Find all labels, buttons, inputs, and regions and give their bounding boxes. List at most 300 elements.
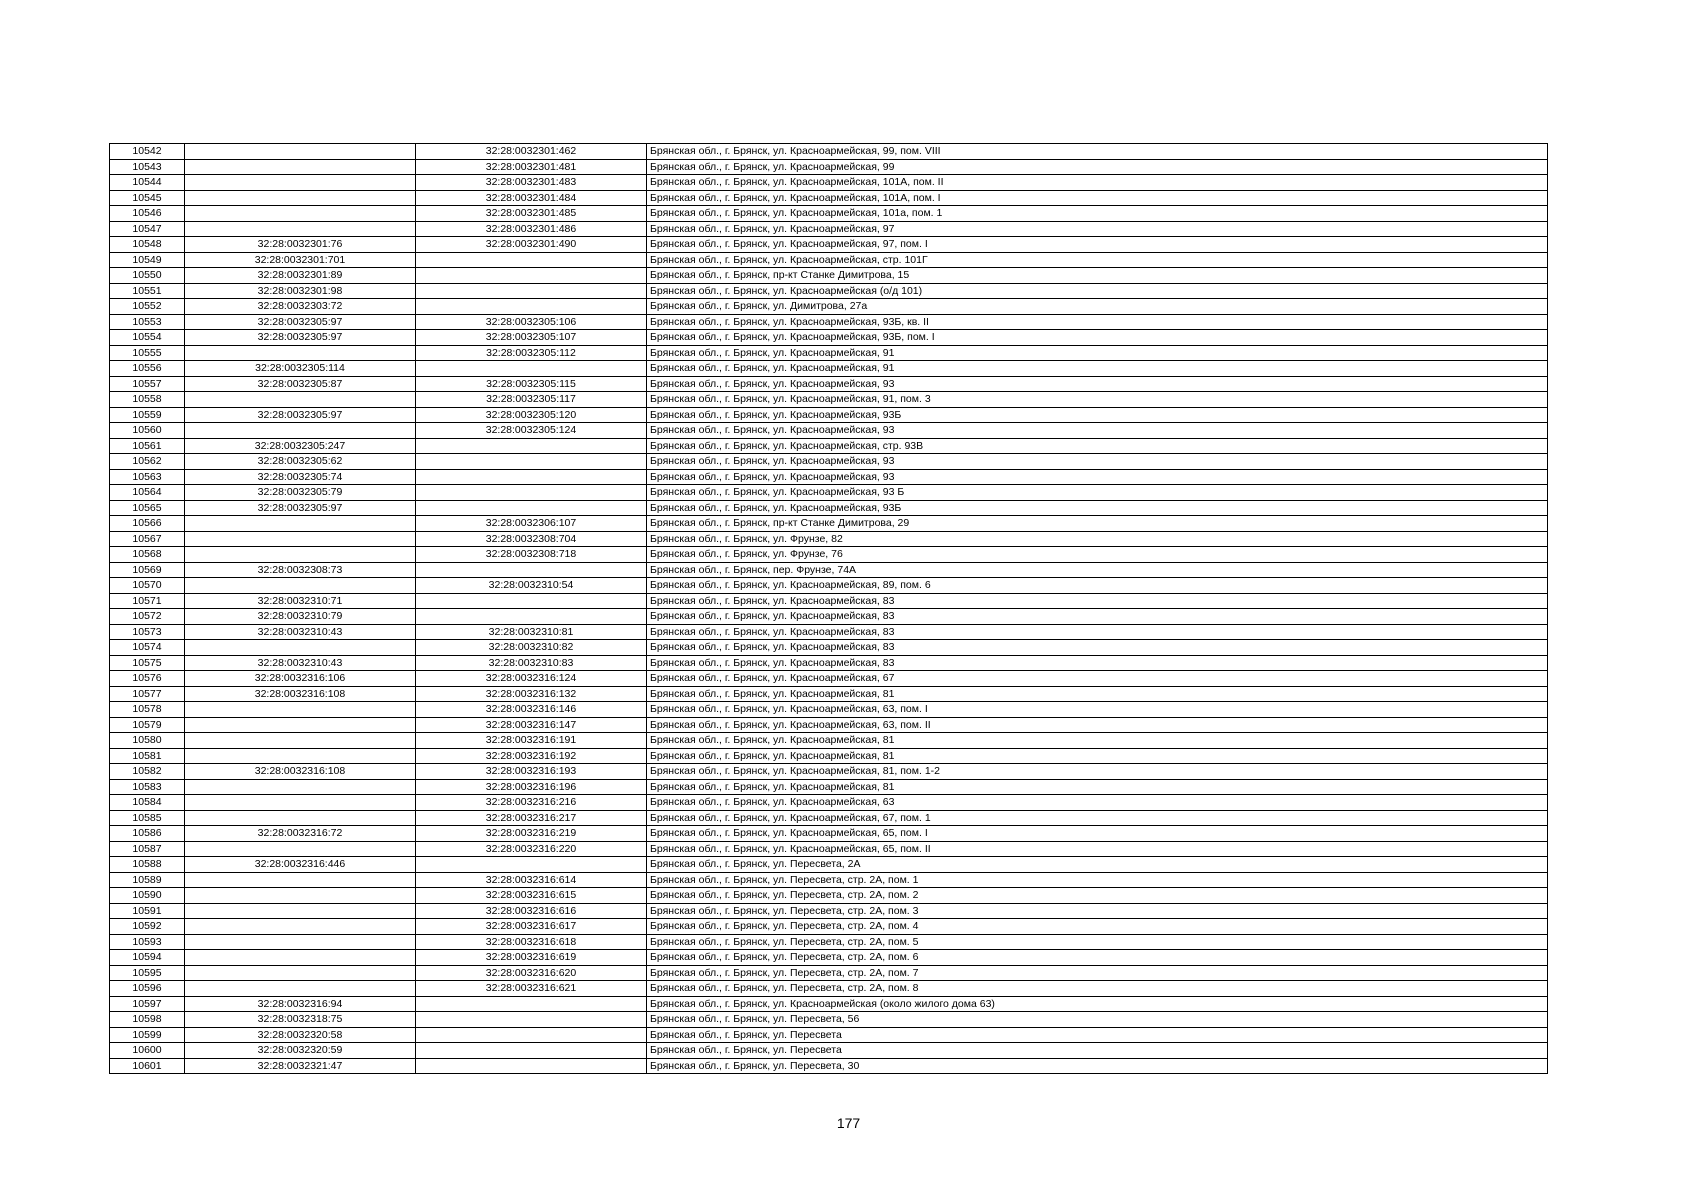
- table-row: [110, 144, 1548, 160]
- cell-parent-cadastral-number: [185, 144, 416, 160]
- cell-address: Брянская обл., г. Брянск, ул. Красноармейская (около жилого дома 63): [647, 996, 1548, 1012]
- cell-address: Брянская обл., г. Брянск, ул. Красноармейская, 93: [647, 469, 1548, 485]
- cell-record-number: 10550: [110, 268, 185, 284]
- cell-record-number: 10585: [110, 810, 185, 826]
- table-row: [110, 655, 1548, 671]
- cell-record-number: 10563: [110, 469, 185, 485]
- table-row: [110, 1058, 1548, 1074]
- cell-cadastral-number: 32:28:0032316:146: [416, 702, 647, 718]
- records-table: [109, 143, 1548, 1074]
- cell-parent-cadastral-number: [185, 531, 416, 547]
- cell-address: Брянская обл., г. Брянск, ул. Красноармейская, стр. 101Г: [647, 252, 1548, 268]
- cell-record-number: 10569: [110, 562, 185, 578]
- cell-cadastral-number: [416, 593, 647, 609]
- table-row: [110, 717, 1548, 733]
- cell-cadastral-number: 32:28:0032316:216: [416, 795, 647, 811]
- cell-record-number: 10542: [110, 144, 185, 160]
- cell-record-number: 10567: [110, 531, 185, 547]
- cell-record-number: 10574: [110, 640, 185, 656]
- cell-record-number: 10575: [110, 655, 185, 671]
- cell-record-number: 10548: [110, 237, 185, 253]
- table-row: [110, 671, 1548, 687]
- cell-address: Брянская обл., г. Брянск, ул. Пересвета, стр. 2А, пом. 2: [647, 888, 1548, 904]
- cell-cadastral-number: 32:28:0032316:219: [416, 826, 647, 842]
- cell-cadastral-number: [416, 1027, 647, 1043]
- table-row: [110, 702, 1548, 718]
- cell-address: Брянская обл., г. Брянск, ул. Красноармейская, 101а, пом. 1: [647, 206, 1548, 222]
- cell-cadastral-number: 32:28:0032310:83: [416, 655, 647, 671]
- table-row: [110, 252, 1548, 268]
- cell-parent-cadastral-number: 32:28:0032308:73: [185, 562, 416, 578]
- table-row: [110, 981, 1548, 997]
- table-row: [110, 748, 1548, 764]
- cell-address: Брянская обл., г. Брянск, ул. Красноармейская, 93Б, кв. II: [647, 314, 1548, 330]
- cell-record-number: 10598: [110, 1012, 185, 1028]
- cell-parent-cadastral-number: 32:28:0032301:701: [185, 252, 416, 268]
- cell-parent-cadastral-number: [185, 748, 416, 764]
- cell-parent-cadastral-number: 32:28:0032305:74: [185, 469, 416, 485]
- table-row: [110, 392, 1548, 408]
- cell-parent-cadastral-number: 32:28:0032305:97: [185, 330, 416, 346]
- cell-cadastral-number: 32:28:0032305:112: [416, 345, 647, 361]
- cell-record-number: 10576: [110, 671, 185, 687]
- table-row: [110, 500, 1548, 516]
- cell-cadastral-number: 32:28:0032316:614: [416, 872, 647, 888]
- cell-record-number: 10577: [110, 686, 185, 702]
- table-row: [110, 547, 1548, 563]
- cell-address: Брянская обл., г. Брянск, ул. Красноармейская, 101А, пом. II: [647, 175, 1548, 191]
- cell-cadastral-number: [416, 299, 647, 315]
- cell-cadastral-number: 32:28:0032316:616: [416, 903, 647, 919]
- cell-address: Брянская обл., г. Брянск, ул. Красноармейская, 99, пом. VIII: [647, 144, 1548, 160]
- cell-record-number: 10580: [110, 733, 185, 749]
- table-row: [110, 872, 1548, 888]
- cell-address: Брянская обл., г. Брянск, ул. Красноармейская, 91: [647, 345, 1548, 361]
- cell-record-number: 10547: [110, 221, 185, 237]
- cell-cadastral-number: 32:28:0032316:617: [416, 919, 647, 935]
- cell-record-number: 10592: [110, 919, 185, 935]
- cell-cadastral-number: [416, 268, 647, 284]
- cell-parent-cadastral-number: [185, 810, 416, 826]
- table-row: [110, 578, 1548, 594]
- cell-record-number: 10557: [110, 376, 185, 392]
- cell-cadastral-number: 32:28:0032316:621: [416, 981, 647, 997]
- table-row: [110, 965, 1548, 981]
- cell-parent-cadastral-number: [185, 516, 416, 532]
- cell-cadastral-number: 32:28:0032301:484: [416, 190, 647, 206]
- cell-record-number: 10568: [110, 547, 185, 563]
- cell-address: Брянская обл., г. Брянск, ул. Красноармейская, 93Б: [647, 500, 1548, 516]
- cell-address: Брянская обл., г. Брянск, ул. Красноармейская, 63, пом. I: [647, 702, 1548, 718]
- cell-cadastral-number: [416, 252, 647, 268]
- cell-record-number: 10600: [110, 1043, 185, 1059]
- cell-address: Брянская обл., г. Брянск, ул. Красноармейская, 93 Б: [647, 485, 1548, 501]
- table-row: [110, 361, 1548, 377]
- cell-address: Брянская обл., г. Брянск, ул. Пересвета, 2А: [647, 857, 1548, 873]
- table-row: [110, 609, 1548, 625]
- cell-cadastral-number: 32:28:0032316:220: [416, 841, 647, 857]
- cell-record-number: 10591: [110, 903, 185, 919]
- table-row: [110, 593, 1548, 609]
- cell-record-number: 10587: [110, 841, 185, 857]
- cell-address: Брянская обл., г. Брянск, ул. Красноармейская, 93: [647, 423, 1548, 439]
- cell-parent-cadastral-number: [185, 392, 416, 408]
- table-row: [110, 454, 1548, 470]
- table-row: [110, 950, 1548, 966]
- cell-parent-cadastral-number: 32:28:0032301:89: [185, 268, 416, 284]
- cell-cadastral-number: [416, 996, 647, 1012]
- cell-cadastral-number: [416, 562, 647, 578]
- cell-address: Брянская обл., г. Брянск, ул. Красноармейская, 83: [647, 609, 1548, 625]
- cell-parent-cadastral-number: [185, 702, 416, 718]
- table-row: [110, 795, 1548, 811]
- cell-parent-cadastral-number: [185, 221, 416, 237]
- cell-cadastral-number: [416, 1012, 647, 1028]
- cell-record-number: 10559: [110, 407, 185, 423]
- cell-cadastral-number: [416, 469, 647, 485]
- cell-cadastral-number: 32:28:0032305:107: [416, 330, 647, 346]
- records-table-body: [110, 144, 1548, 1074]
- cell-address: Брянская обл., г. Брянск, ул. Пересвета, стр. 2А, пом. 5: [647, 934, 1548, 950]
- cell-record-number: 10579: [110, 717, 185, 733]
- cell-address: Брянская обл., г. Брянск, ул. Красноармейская, 83: [647, 655, 1548, 671]
- cell-cadastral-number: 32:28:0032305:124: [416, 423, 647, 439]
- cell-parent-cadastral-number: 32:28:0032305:79: [185, 485, 416, 501]
- cell-record-number: 10562: [110, 454, 185, 470]
- cell-record-number: 10583: [110, 779, 185, 795]
- cell-cadastral-number: 32:28:0032316:132: [416, 686, 647, 702]
- cell-address: Брянская обл., г. Брянск, ул. Красноармейская, 83: [647, 624, 1548, 640]
- cell-record-number: 10544: [110, 175, 185, 191]
- table-row: [110, 268, 1548, 284]
- page-number: 177: [836, 1115, 861, 1131]
- cell-parent-cadastral-number: [185, 190, 416, 206]
- table-row: [110, 733, 1548, 749]
- table-row: [110, 919, 1548, 935]
- cell-parent-cadastral-number: 32:28:0032305:62: [185, 454, 416, 470]
- cell-parent-cadastral-number: 32:28:0032305:114: [185, 361, 416, 377]
- cell-address: Брянская обл., г. Брянск, ул. Красноармейская, 81: [647, 748, 1548, 764]
- cell-parent-cadastral-number: 32:28:0032316:108: [185, 764, 416, 780]
- cell-cadastral-number: 32:28:0032310:54: [416, 578, 647, 594]
- cell-address: Брянская обл., г. Брянск, ул. Красноармейская, 63: [647, 795, 1548, 811]
- table-row: [110, 841, 1548, 857]
- cell-address: Брянская обл., г. Брянск, ул. Пересвета, стр. 2А, пом. 4: [647, 919, 1548, 935]
- cell-cadastral-number: [416, 283, 647, 299]
- cell-record-number: 10543: [110, 159, 185, 175]
- cell-record-number: 10573: [110, 624, 185, 640]
- cell-address: Брянская обл., г. Брянск, ул. Пересвета, стр. 2А, пом. 3: [647, 903, 1548, 919]
- cell-parent-cadastral-number: [185, 872, 416, 888]
- cell-address: Брянская обл., г. Брянск, ул. Красноармейская, 91: [647, 361, 1548, 377]
- cell-cadastral-number: 32:28:0032305:117: [416, 392, 647, 408]
- cell-address: Брянская обл., г. Брянск, пер. Фрунзе, 74А: [647, 562, 1548, 578]
- table-row: [110, 934, 1548, 950]
- cell-parent-cadastral-number: 32:28:0032305:87: [185, 376, 416, 392]
- table-row: [110, 531, 1548, 547]
- cell-address: Брянская обл., г. Брянск, ул. Красноармейская, 97, пом. I: [647, 237, 1548, 253]
- cell-parent-cadastral-number: [185, 919, 416, 935]
- cell-parent-cadastral-number: 32:28:0032301:98: [185, 283, 416, 299]
- cell-parent-cadastral-number: 32:28:0032303:72: [185, 299, 416, 315]
- cell-cadastral-number: [416, 1043, 647, 1059]
- cell-parent-cadastral-number: 32:28:0032320:58: [185, 1027, 416, 1043]
- cell-cadastral-number: [416, 454, 647, 470]
- cell-address: Брянская обл., г. Брянск, ул. Красноармейская, 63, пом. II: [647, 717, 1548, 733]
- cell-record-number: 10584: [110, 795, 185, 811]
- cell-address: Брянская обл., г. Брянск, ул. Красноармейская, 91, пом. 3: [647, 392, 1548, 408]
- cell-address: Брянская обл., г. Брянск, ул. Красноармейская, 67: [647, 671, 1548, 687]
- cell-cadastral-number: 32:28:0032305:106: [416, 314, 647, 330]
- cell-parent-cadastral-number: 32:28:0032316:94: [185, 996, 416, 1012]
- cell-parent-cadastral-number: [185, 717, 416, 733]
- cell-cadastral-number: 32:28:0032301:481: [416, 159, 647, 175]
- cell-record-number: 10555: [110, 345, 185, 361]
- cell-cadastral-number: 32:28:0032316:217: [416, 810, 647, 826]
- cell-parent-cadastral-number: 32:28:0032316:108: [185, 686, 416, 702]
- cell-address: Брянская обл., г. Брянск, ул. Пересвета, стр. 2А, пом. 6: [647, 950, 1548, 966]
- cell-parent-cadastral-number: 32:28:0032310:43: [185, 624, 416, 640]
- cell-parent-cadastral-number: 32:28:0032316:446: [185, 857, 416, 873]
- cell-parent-cadastral-number: [185, 159, 416, 175]
- cell-record-number: 10561: [110, 438, 185, 454]
- table-row: [110, 640, 1548, 656]
- cell-record-number: 10566: [110, 516, 185, 532]
- table-row: [110, 175, 1548, 191]
- cell-parent-cadastral-number: [185, 841, 416, 857]
- cell-record-number: 10589: [110, 872, 185, 888]
- cell-parent-cadastral-number: [185, 965, 416, 981]
- table-row: [110, 888, 1548, 904]
- cell-record-number: 10581: [110, 748, 185, 764]
- cell-record-number: 10571: [110, 593, 185, 609]
- cell-address: Брянская обл., г. Брянск, ул. Красноармейская, 65, пом. I: [647, 826, 1548, 842]
- cell-record-number: 10554: [110, 330, 185, 346]
- cell-address: Брянская обл., г. Брянск, ул. Фрунзе, 76: [647, 547, 1548, 563]
- cell-cadastral-number: 32:28:0032310:82: [416, 640, 647, 656]
- table-row: [110, 299, 1548, 315]
- cell-parent-cadastral-number: [185, 795, 416, 811]
- table-row: [110, 438, 1548, 454]
- cell-parent-cadastral-number: 32:28:0032305:97: [185, 314, 416, 330]
- cell-parent-cadastral-number: 32:28:0032320:59: [185, 1043, 416, 1059]
- table-row: [110, 485, 1548, 501]
- cell-record-number: 10593: [110, 934, 185, 950]
- cell-record-number: 10595: [110, 965, 185, 981]
- cell-cadastral-number: 32:28:0032301:486: [416, 221, 647, 237]
- cell-parent-cadastral-number: 32:28:0032305:97: [185, 500, 416, 516]
- cell-parent-cadastral-number: [185, 779, 416, 795]
- cell-record-number: 10558: [110, 392, 185, 408]
- cell-parent-cadastral-number: [185, 175, 416, 191]
- cell-cadastral-number: 32:28:0032301:483: [416, 175, 647, 191]
- cell-parent-cadastral-number: 32:28:0032305:247: [185, 438, 416, 454]
- cell-cadastral-number: [416, 609, 647, 625]
- cell-cadastral-number: 32:28:0032316:192: [416, 748, 647, 764]
- cell-record-number: 10594: [110, 950, 185, 966]
- table-row: [110, 314, 1548, 330]
- cell-cadastral-number: 32:28:0032308:718: [416, 547, 647, 563]
- table-row: [110, 1043, 1548, 1059]
- cell-record-number: 10552: [110, 299, 185, 315]
- cell-record-number: 10597: [110, 996, 185, 1012]
- table-row: [110, 423, 1548, 439]
- cell-address: Брянская обл., г. Брянск, пр-кт Станке Димитрова, 29: [647, 516, 1548, 532]
- cell-address: Брянская обл., г. Брянск, ул. Красноармейская, 83: [647, 640, 1548, 656]
- cell-address: Брянская обл., г. Брянск, пр-кт Станке Димитрова, 15: [647, 268, 1548, 284]
- cell-cadastral-number: 32:28:0032305:120: [416, 407, 647, 423]
- cell-parent-cadastral-number: 32:28:0032310:79: [185, 609, 416, 625]
- cell-parent-cadastral-number: [185, 888, 416, 904]
- cell-parent-cadastral-number: [185, 345, 416, 361]
- table-row: [110, 624, 1548, 640]
- cell-cadastral-number: 32:28:0032310:81: [416, 624, 647, 640]
- cell-address: Брянская обл., г. Брянск, ул. Красноармейская, 93Б: [647, 407, 1548, 423]
- cell-parent-cadastral-number: [185, 578, 416, 594]
- table-row: [110, 996, 1548, 1012]
- cell-parent-cadastral-number: 32:28:0032305:97: [185, 407, 416, 423]
- cell-record-number: 10556: [110, 361, 185, 377]
- table-row: [110, 903, 1548, 919]
- cell-parent-cadastral-number: [185, 733, 416, 749]
- cell-address: Брянская обл., г. Брянск, ул. Красноармейская, 99: [647, 159, 1548, 175]
- cell-cadastral-number: 32:28:0032316:615: [416, 888, 647, 904]
- table-row: [110, 206, 1548, 222]
- cell-record-number: 10546: [110, 206, 185, 222]
- cell-cadastral-number: 32:28:0032301:462: [416, 144, 647, 160]
- cell-cadastral-number: [416, 438, 647, 454]
- cell-cadastral-number: [416, 485, 647, 501]
- cell-address: Брянская обл., г. Брянск, ул. Красноармейская, 93Б, пом. I: [647, 330, 1548, 346]
- cell-address: Брянская обл., г. Брянск, ул. Красноармейская, 93: [647, 376, 1548, 392]
- cell-address: Брянская обл., г. Брянск, ул. Красноармейская, 67, пом. 1: [647, 810, 1548, 826]
- cell-cadastral-number: 32:28:0032316:619: [416, 950, 647, 966]
- cell-cadastral-number: 32:28:0032316:147: [416, 717, 647, 733]
- cell-address: Брянская обл., г. Брянск, ул. Красноармейская (о/д 101): [647, 283, 1548, 299]
- cell-address: Брянская обл., г. Брянск, ул. Пересвета: [647, 1027, 1548, 1043]
- table-row: [110, 516, 1548, 532]
- cell-record-number: 10565: [110, 500, 185, 516]
- table-row: [110, 221, 1548, 237]
- cell-record-number: 10572: [110, 609, 185, 625]
- cell-record-number: 10578: [110, 702, 185, 718]
- cell-record-number: 10560: [110, 423, 185, 439]
- cell-address: Брянская обл., г. Брянск, ул. Красноармейская, 81, пом. 1-2: [647, 764, 1548, 780]
- cell-record-number: 10596: [110, 981, 185, 997]
- table-row: [110, 826, 1548, 842]
- cell-cadastral-number: 32:28:0032316:124: [416, 671, 647, 687]
- cell-parent-cadastral-number: [185, 934, 416, 950]
- cell-cadastral-number: [416, 1058, 647, 1074]
- cell-cadastral-number: 32:28:0032316:191: [416, 733, 647, 749]
- cell-record-number: 10601: [110, 1058, 185, 1074]
- table-row: [110, 810, 1548, 826]
- cell-parent-cadastral-number: [185, 547, 416, 563]
- cell-address: Брянская обл., г. Брянск, ул. Димитрова, 27а: [647, 299, 1548, 315]
- table-row: [110, 330, 1548, 346]
- cell-address: Брянская обл., г. Брянск, ул. Пересвета, стр. 2А, пом. 8: [647, 981, 1548, 997]
- cell-address: Брянская обл., г. Брянск, ул. Красноармейская, стр. 93В: [647, 438, 1548, 454]
- cell-cadastral-number: 32:28:0032316:620: [416, 965, 647, 981]
- cell-address: Брянская обл., г. Брянск, ул. Красноармейская, 83: [647, 593, 1548, 609]
- cell-record-number: 10582: [110, 764, 185, 780]
- cell-parent-cadastral-number: 32:28:0032310:71: [185, 593, 416, 609]
- cell-cadastral-number: 32:28:0032308:704: [416, 531, 647, 547]
- cell-parent-cadastral-number: 32:28:0032321:47: [185, 1058, 416, 1074]
- cell-parent-cadastral-number: 32:28:0032301:76: [185, 237, 416, 253]
- cell-record-number: 10586: [110, 826, 185, 842]
- cell-parent-cadastral-number: 32:28:0032316:106: [185, 671, 416, 687]
- cell-address: Брянская обл., г. Брянск, ул. Пересвета, 30: [647, 1058, 1548, 1074]
- table-row: [110, 159, 1548, 175]
- cell-record-number: 10551: [110, 283, 185, 299]
- table-row: [110, 764, 1548, 780]
- cell-address: Брянская обл., г. Брянск, ул. Красноармейская, 101А, пом. I: [647, 190, 1548, 206]
- cell-cadastral-number: [416, 500, 647, 516]
- cell-cadastral-number: [416, 361, 647, 377]
- cell-record-number: 10588: [110, 857, 185, 873]
- table-row: [110, 190, 1548, 206]
- table-row: [110, 376, 1548, 392]
- cell-cadastral-number: 32:28:0032301:485: [416, 206, 647, 222]
- cell-cadastral-number: [416, 857, 647, 873]
- table-row: [110, 345, 1548, 361]
- cell-address: Брянская обл., г. Брянск, ул. Пересвета, 56: [647, 1012, 1548, 1028]
- table-row: [110, 1012, 1548, 1028]
- cell-record-number: 10549: [110, 252, 185, 268]
- cell-address: Брянская обл., г. Брянск, ул. Фрунзе, 82: [647, 531, 1548, 547]
- cell-address: Брянская обл., г. Брянск, ул. Красноармейская, 65, пом. II: [647, 841, 1548, 857]
- table-row: [110, 686, 1548, 702]
- cell-address: Брянская обл., г. Брянск, ул. Красноармейская, 97: [647, 221, 1548, 237]
- table-row: [110, 562, 1548, 578]
- cell-record-number: 10599: [110, 1027, 185, 1043]
- cell-parent-cadastral-number: 32:28:0032316:72: [185, 826, 416, 842]
- table-row: [110, 469, 1548, 485]
- cell-cadastral-number: 32:28:0032305:115: [416, 376, 647, 392]
- cell-parent-cadastral-number: [185, 950, 416, 966]
- cell-record-number: 10570: [110, 578, 185, 594]
- cell-address: Брянская обл., г. Брянск, ул. Пересвета: [647, 1043, 1548, 1059]
- cell-cadastral-number: 32:28:0032316:193: [416, 764, 647, 780]
- cell-address: Брянская обл., г. Брянск, ул. Красноармейская, 93: [647, 454, 1548, 470]
- table-row: [110, 237, 1548, 253]
- cell-parent-cadastral-number: 32:28:0032318:75: [185, 1012, 416, 1028]
- cell-parent-cadastral-number: [185, 981, 416, 997]
- cell-record-number: 10553: [110, 314, 185, 330]
- cell-address: Брянская обл., г. Брянск, ул. Красноармейская, 89, пом. 6: [647, 578, 1548, 594]
- table-row: [110, 407, 1548, 423]
- cell-parent-cadastral-number: [185, 423, 416, 439]
- cell-record-number: 10564: [110, 485, 185, 501]
- cell-address: Брянская обл., г. Брянск, ул. Пересвета, стр. 2А, пом. 1: [647, 872, 1548, 888]
- cell-address: Брянская обл., г. Брянск, ул. Красноармейская, 81: [647, 686, 1548, 702]
- table-row: [110, 857, 1548, 873]
- cell-cadastral-number: 32:28:0032306:107: [416, 516, 647, 532]
- cell-parent-cadastral-number: [185, 640, 416, 656]
- cell-parent-cadastral-number: 32:28:0032310:43: [185, 655, 416, 671]
- table-row: [110, 779, 1548, 795]
- cell-cadastral-number: 32:28:0032316:196: [416, 779, 647, 795]
- cell-record-number: 10590: [110, 888, 185, 904]
- cell-address: Брянская обл., г. Брянск, ул. Пересвета, стр. 2А, пом. 7: [647, 965, 1548, 981]
- table-row: [110, 1027, 1548, 1043]
- cell-cadastral-number: 32:28:0032301:490: [416, 237, 647, 253]
- cell-record-number: 10545: [110, 190, 185, 206]
- cell-parent-cadastral-number: [185, 206, 416, 222]
- cell-address: Брянская обл., г. Брянск, ул. Красноармейская, 81: [647, 779, 1548, 795]
- cell-cadastral-number: 32:28:0032316:618: [416, 934, 647, 950]
